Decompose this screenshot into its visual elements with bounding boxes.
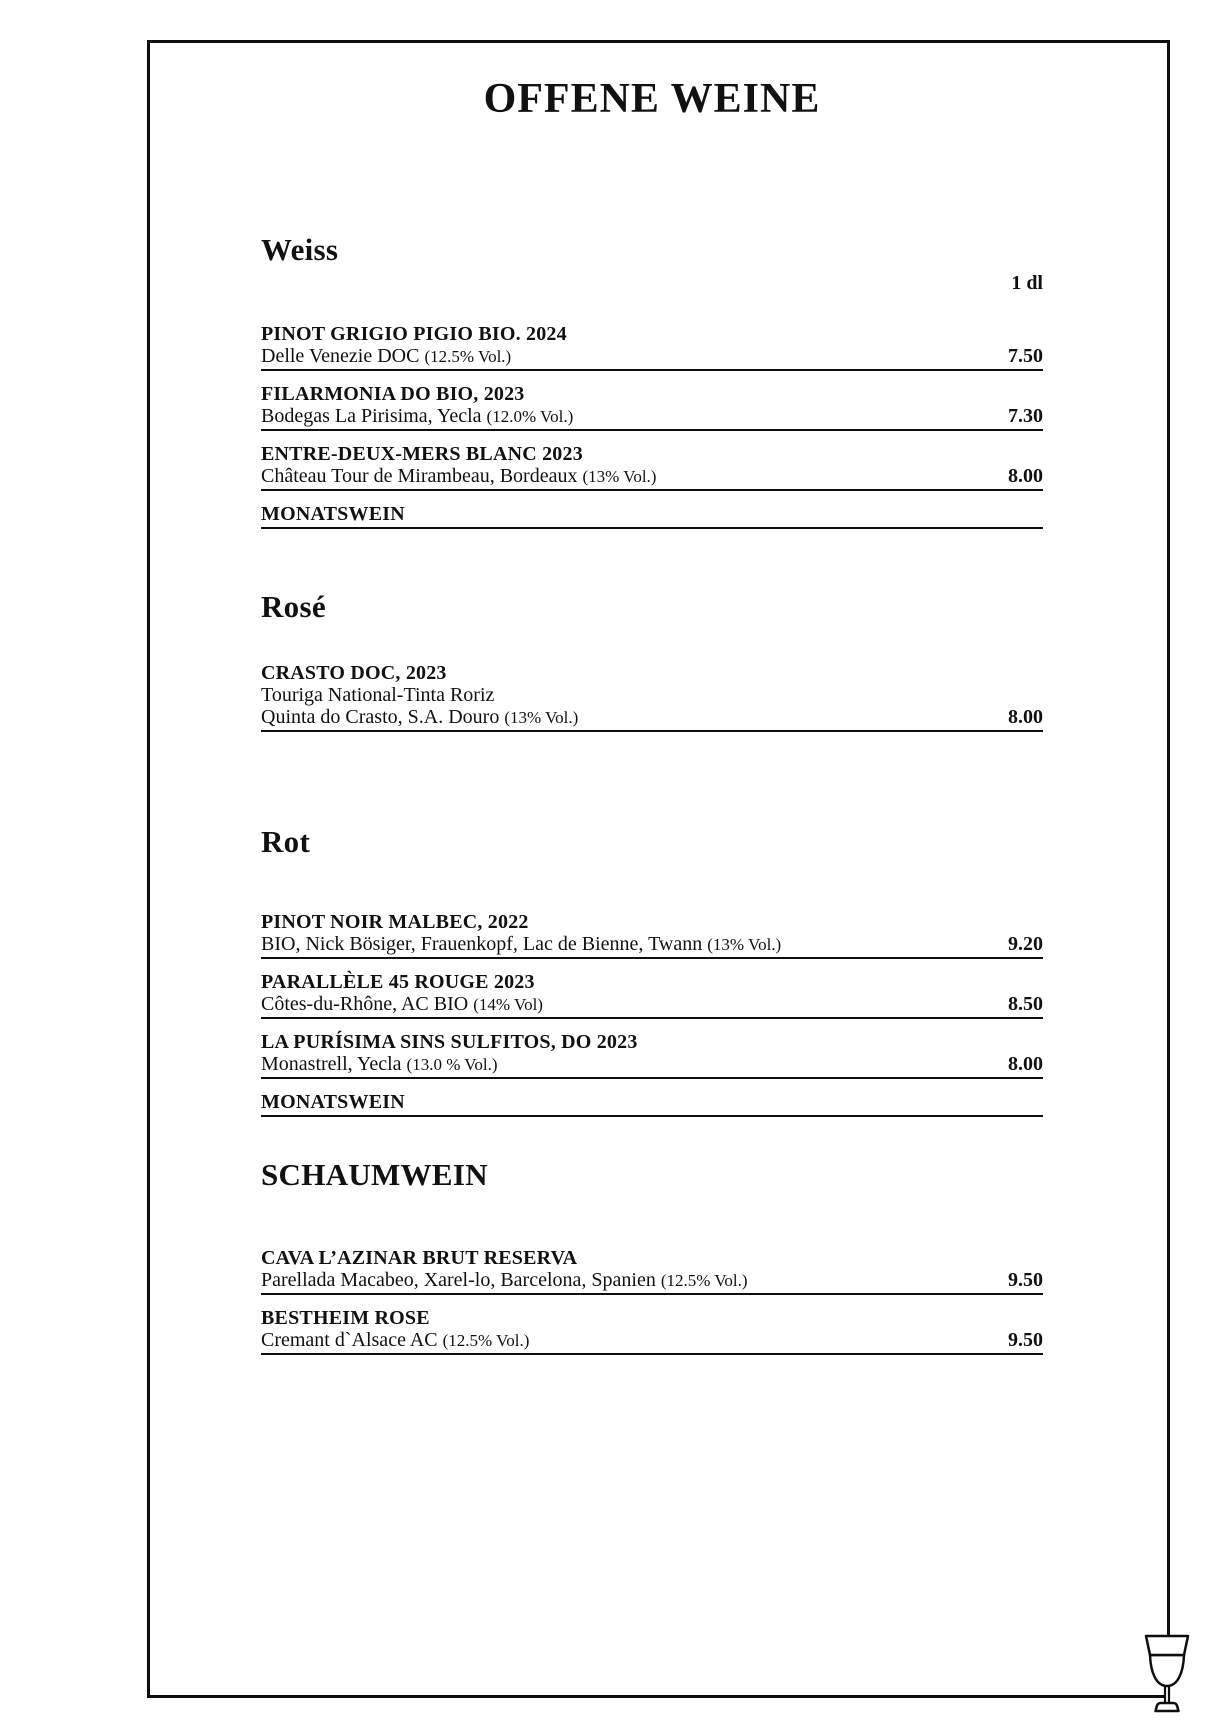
wine-item: [261, 444, 1043, 491]
wine-description-text: Cremant d`Alsace AC: [261, 1329, 443, 1352]
menu-section: [261, 1157, 1043, 1355]
wine-description-text: Quinta do Crasto, S.A. Douro: [261, 706, 505, 729]
wine-item-text: [261, 912, 781, 955]
wine-title: MONATSWEIN: [261, 503, 405, 526]
wine-item: [261, 1308, 1043, 1355]
wine-item: [261, 1092, 1043, 1117]
alcohol-volume: (12.5% Vol.): [660, 1271, 748, 1291]
menu-section: [261, 232, 1043, 529]
wine-price: 9.50: [1008, 1269, 1043, 1292]
alcohol-volume: (13% Vol.): [707, 935, 782, 955]
wine-list: [261, 912, 1043, 1117]
wine-item-text: [261, 444, 656, 487]
wine-price: 8.50: [1008, 993, 1043, 1016]
wine-price: 8.00: [1008, 1053, 1043, 1076]
wine-title: ENTRE-DEUX-MERS BLANC 2023: [261, 443, 583, 466]
wine-price: 7.50: [1008, 345, 1043, 368]
wine-description: [261, 1054, 638, 1075]
wine-title: CRASTO DOC, 2023: [261, 662, 447, 685]
wine-item-text: [261, 1032, 638, 1075]
wine-description: [261, 934, 781, 955]
wine-list: [261, 1248, 1043, 1355]
wine-description-text: Touriga National-Tinta Roriz: [261, 684, 495, 707]
menu-sections: [261, 232, 1043, 1355]
wine-description-text: Château Tour de Mirambeau, Bordeaux: [261, 465, 583, 488]
wine-title: PARALLÈLE 45 ROUGE 2023: [261, 971, 535, 994]
wine-item-text: [261, 324, 567, 367]
wine-item: [261, 972, 1043, 1019]
section-heading: Weiss: [261, 232, 339, 268]
wine-item-text: [261, 663, 578, 728]
wine-description: [261, 994, 543, 1015]
wine-item-text: [261, 384, 573, 427]
wine-description-text: Parellada Macabeo, Xarel-lo, Barcelona, Spanien: [261, 1269, 661, 1292]
wine-title: MONATSWEIN: [261, 1091, 405, 1114]
wine-description: [261, 1270, 748, 1291]
wine-glass-icon: [1136, 1631, 1198, 1715]
wine-item: [261, 384, 1043, 431]
wine-item-text: [261, 1092, 405, 1113]
menu-section: [261, 589, 1043, 732]
wine-description: [261, 1330, 529, 1351]
wine-item: [261, 663, 1043, 732]
menu-section: [261, 824, 1043, 1117]
wine-title: PINOT GRIGIO PIGIO BIO. 2024: [261, 323, 567, 346]
wine-description-text: BIO, Nick Bösiger, Frauenkopf, Lac de Bienne, Twann: [261, 933, 708, 956]
alcohol-volume: (13% Vol.): [504, 708, 579, 728]
wine-item: [261, 324, 1043, 371]
alcohol-volume: (12.5% Vol.): [424, 347, 512, 367]
wine-description-text: Monastrell, Yecla: [261, 1053, 407, 1076]
wine-description: [261, 466, 656, 487]
wine-description-text: Bodegas La Pirisima, Yecla: [261, 405, 487, 428]
menu-content: [150, 43, 1167, 1355]
alcohol-volume: (12.5% Vol.): [442, 1331, 530, 1351]
section-heading: Rot: [261, 824, 311, 860]
wine-item: [261, 504, 1043, 529]
alcohol-volume: (14% Vol): [473, 995, 543, 1015]
wine-item: [261, 912, 1043, 959]
alcohol-volume: (12.0% Vol.): [486, 407, 574, 427]
wine-price: 8.00: [1008, 465, 1043, 488]
price-column-header: 1 dl: [1011, 272, 1043, 295]
wine-title: LA PURÍSIMA SINS SULFITOS, DO 2023: [261, 1031, 638, 1054]
wine-description-text: Delle Venezie DOC: [261, 345, 425, 368]
wine-price: 8.00: [1008, 706, 1043, 729]
wine-list: [261, 324, 1043, 529]
section-heading: SCHAUMWEIN: [261, 1157, 488, 1193]
wine-item-text: [261, 504, 405, 525]
wine-list: [261, 663, 1043, 732]
wine-price: 9.50: [1008, 1329, 1043, 1352]
alcohol-volume: (13% Vol.): [582, 467, 657, 487]
wine-price: 9.20: [1008, 933, 1043, 956]
wine-price: 7.30: [1008, 405, 1043, 428]
wine-item-text: [261, 1248, 748, 1291]
wine-description: [261, 707, 578, 728]
wine-item-text: [261, 972, 543, 1015]
wine-description: [261, 685, 578, 706]
wine-title: FILARMONIA DO BIO, 2023: [261, 383, 525, 406]
wine-description-text: Côtes-du-Rhône, AC BIO: [261, 993, 474, 1016]
wine-description: [261, 346, 567, 367]
wine-title: PINOT NOIR MALBEC, 2022: [261, 911, 529, 934]
wine-title: CAVA L’AZINAR BRUT RESERVA: [261, 1247, 578, 1270]
alcohol-volume: (13.0 % Vol.): [406, 1055, 498, 1075]
wine-item-text: [261, 1308, 529, 1351]
page-title: OFFENE WEINE: [483, 76, 821, 122]
wine-description: [261, 406, 573, 427]
wine-item: [261, 1248, 1043, 1295]
section-heading: Rosé: [261, 589, 326, 625]
wine-item: [261, 1032, 1043, 1079]
menu-page-frame: [147, 40, 1170, 1698]
wine-title: BESTHEIM ROSE: [261, 1307, 430, 1330]
